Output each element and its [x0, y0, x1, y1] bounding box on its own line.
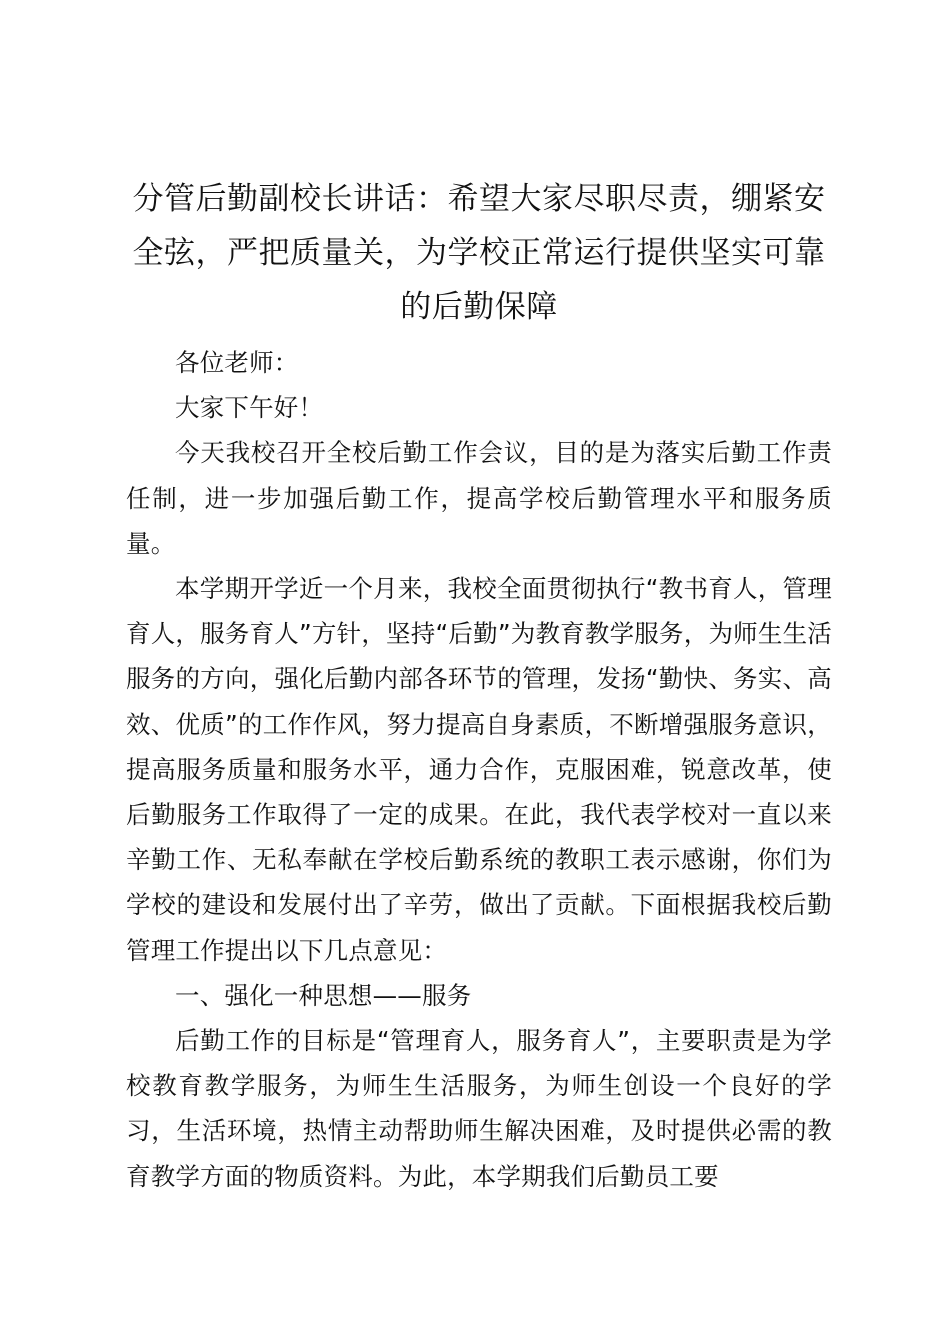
- greeting: 大家下午好！: [175, 393, 324, 423]
- section-heading-service: 一、强化一种思想——服务: [175, 980, 472, 1010]
- document-content: [126, 172, 832, 1199]
- paragraph-service-goal: 后勤工作的目标是“管理育人，服务育人”，主要职责是为学校教育教学服务，为师生生活服务，为师生创设一个良好的学习，生活环境，热情主动帮助师生解决困难，及时提供必需的教育教学方面的物质资料。为此，本学期我们后勤员工要: [126, 1026, 832, 1191]
- document-body: [126, 340, 832, 1199]
- paragraph-purpose: 今天我校召开全校后勤工作会议，目的是为落实后勤工作责任制，进一步加强后勤工作，提高学校后勤管理水平和服务质量。: [126, 438, 832, 558]
- document-title: 分管后勤副校长讲话：希望大家尽职尽责，绷紧安全弦，严把质量关，为学校正常运行提供坚实可靠的后勤保障: [132, 181, 826, 325]
- paragraph-achievements: 本学期开学近一个月来，我校全面贯彻执行“教书育人，管理育人，服务育人”方针，坚持“后勤”为教育教学服务，为师生生活服务的方向，强化后勤内部各环节的管理，发扬“勤快、务实、高效、优质”的工作作风，努力提高自身素质，不断增强服务意识，提高服务质量和服务水平，通力合作，克服困难，锐意改革，使后勤服务工作取得了一定的成果。在此，我代表学校对一直以来辛勤工作、无私奉献在学校后勤系统的教职工表示感谢，你们为学校的建设和发展付出了辛劳，做出了贡献。下面根据我校后勤管理工作提出以下几点意见：: [126, 574, 832, 965]
- salutation: 各位老师：: [175, 348, 299, 377]
